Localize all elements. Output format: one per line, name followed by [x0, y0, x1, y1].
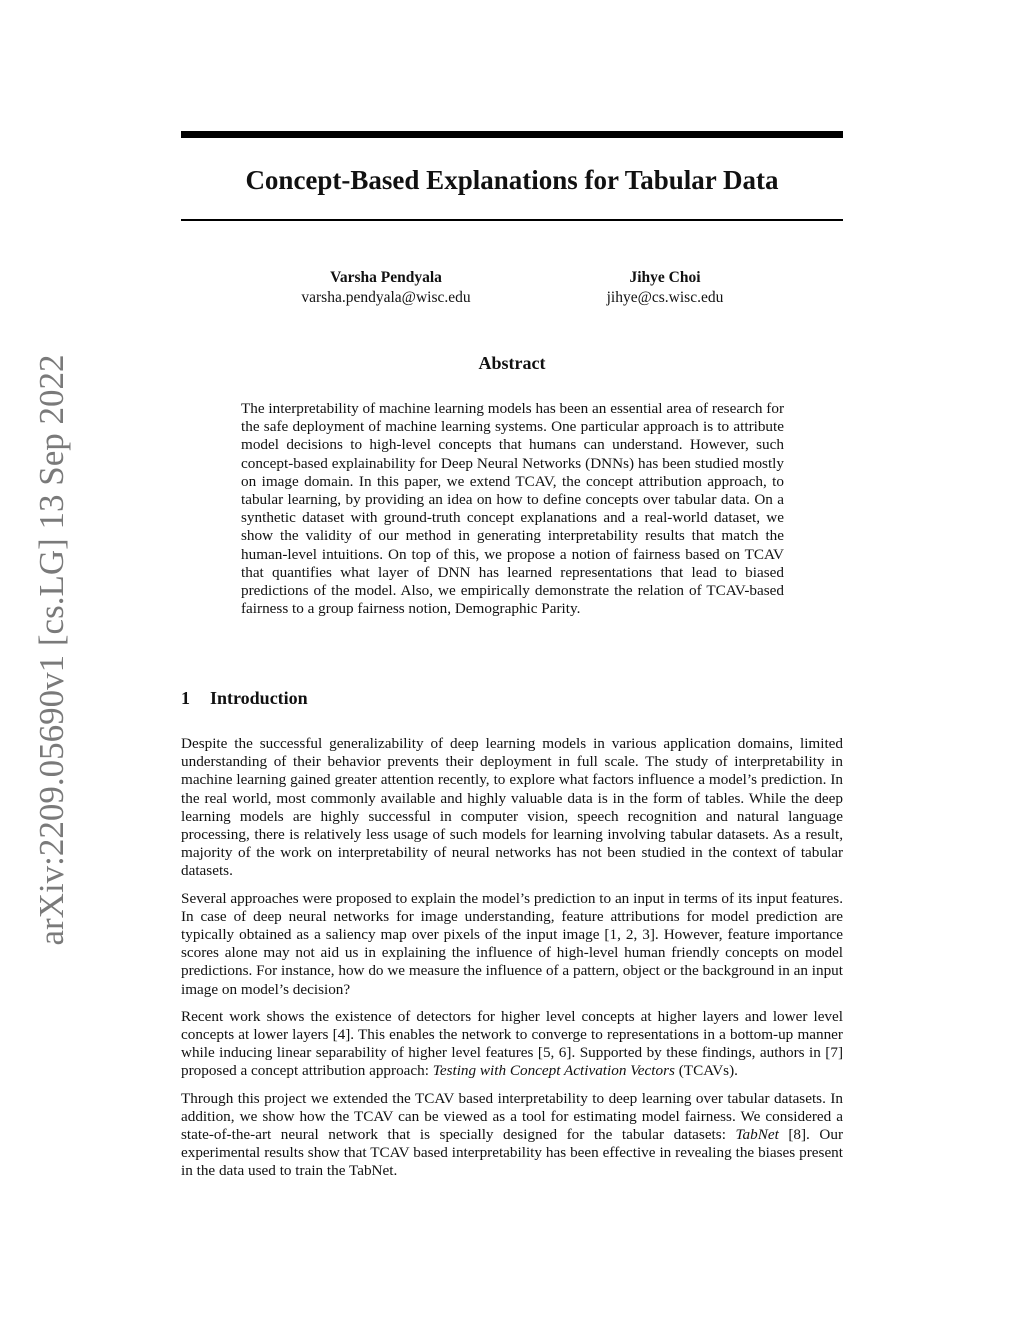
introduction-body: [181, 735, 843, 1190]
abstract-text: The interpretability of machine learning models has been an essential area of research for the safe deployment of machine learning systems. One particular approach is to attribute model decisions to high-level concepts that humans can understand. However, such concept-based explainability for Deep Neural Networks (DNNs) has been studied mostly on image domain. In this paper, we extend TCAV, the concept attribution approach, to tabular learning, by providing an idea on how to define concepts over tabular data. On a synthetic dataset with ground-truth concept explanations and a real-world dataset, we show the validity of our method in generating interpretability results that match the human-level intuitions. On top of this, we propose a notion of fairness based on TCAV that quantifies what layer of DNN has learned representations that lead to biased predictions of the model. Also, we empirically demonstrate the relation of TCAV-based fairness to a group fairness notion, Demographic Parity.: [241, 400, 784, 618]
paragraph: [181, 1090, 843, 1181]
title-top-rule: [181, 131, 843, 138]
method-name-emphasis: Testing with Concept Activation Vectors: [432, 1062, 675, 1080]
abstract-heading: Abstract: [478, 353, 546, 373]
paragraph-text: Through this project we extended the TCAV based interpretability to deep learning over tabular datasets. In addition, we show how the TCAV can be viewed as a tool for estimating model fairness. We considered a state-of-the-art neural network that is specially designed for the tabular datasets:: [181, 1089, 843, 1144]
paragraph: Despite the successful generalizability of deep learning models in various application domains, limited understanding of their behavior prevents their deployment in full scale. The study of interpretability in machine learning gained greater attention recently, to explore what factors influence a model’s prediction. In the real world, most commonly available and highly valuable data is in the form of tables. While the deep learning models are highly successful in computer vision, speech recognition and natural language processing, there is relatively less usage of such models for learning involving tabular datasets. As a result, majority of the work on interpretability of neural networks has not been studied in the context of tabular datasets.: [181, 735, 843, 880]
arxiv-identifier: arXiv:2209.05690v1 [cs.LG] 13 Sep 2022: [32, 354, 71, 946]
section-heading-introduction: [181, 686, 308, 710]
section-number: 1: [181, 688, 190, 708]
paragraph-text: [8]. Our experimental results show that TCAV based interpretability has been effective in revealing the biases present in the data used to train the TabNet.: [181, 1126, 843, 1180]
paper-title: Concept-Based Explanations for Tabular Data: [245, 165, 779, 195]
section-title: Introduction: [210, 688, 308, 708]
author-name: Varsha Pendyala: [330, 269, 442, 286]
paragraph: [181, 1008, 843, 1081]
paragraph: Several approaches were proposed to explain the model’s prediction to an input in terms of its input features. In case of deep neural networks for image understanding, feature attributions for model prediction are typically obtained as a saliency map over pixels of the input image [1, 2, 3]. However, feature importance scores alone may not aid us in explaining the influence of high-level human friendly concepts on model predictions. For instance, how do we measure the influence of a pattern, object or the background in an input image on model’s decision?: [181, 889, 843, 998]
title-bottom-rule: [181, 219, 843, 221]
author-block-2: [535, 268, 795, 308]
model-name-emphasis: TabNet: [735, 1126, 779, 1144]
paragraph-text: Recent work shows the existence of detectors for higher level concepts at higher layers and lower level concepts at lower layers [4]. This enables the network to converge to representations in a bottom-up manner while inducing linear separability of higher level features [5, 6]. Supported by these findings, authors in [7] proposed a concept attribution approach:: [181, 1007, 843, 1080]
author-block-1: [256, 268, 516, 308]
author-email: jihye@cs.wisc.edu: [606, 289, 724, 306]
author-email: varsha.pendyala@wisc.edu: [301, 289, 471, 306]
paragraph-text: (TCAVs).: [674, 1062, 738, 1080]
author-name: Jihye Choi: [629, 269, 701, 286]
